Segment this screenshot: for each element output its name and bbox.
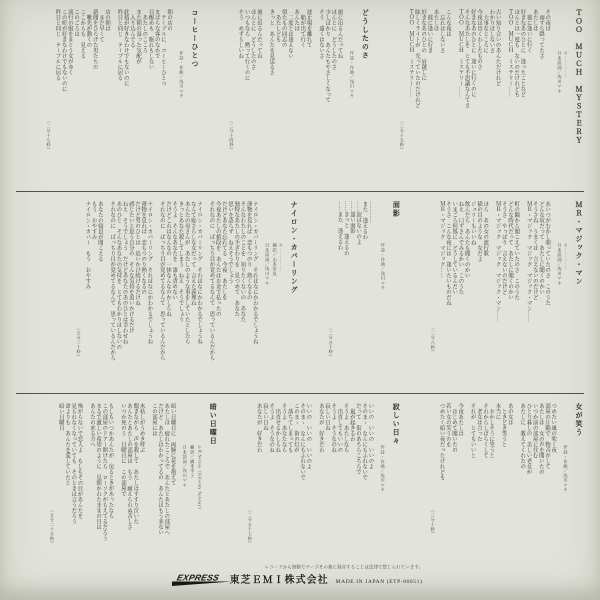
section-divider-2 [16,393,584,394]
lyric-line: 似たもの同志の [281,9,288,48]
lyric-line: 今夜あたしは [457,403,464,436]
song-credit: 作詩・作曲／浅川マキ [380,445,385,492]
song-block-nylon-coverling [75,201,298,385]
song-lyrics [58,403,176,573]
lyric-line: それなのに ばっちり目が覚めてるなんて 思っているんだから [159,201,166,361]
song-title: ＴＯＯ ＭＵＣＨ ＭＹＳＴＥＲＹ [574,9,582,145]
lyric-line: 老女は言った [476,403,483,442]
lyric-line: あなたが 好きだわ [256,403,263,453]
lyric-line: 部屋の片隅で 物音がして [544,403,551,469]
lyric-line: 感じたいと思う自分の そんな気持を追いかけるだけ [128,201,135,333]
lyric-line: 嵐が起きるわ [349,403,356,442]
lyric-line: この部屋のドアー開けたら ローソクがもえてるだろう [102,403,109,541]
song-credit-english: ©············ [563,51,568,79]
lyric-line: 新聞をひろげた男たちの [92,9,99,70]
song-block-kurai-nichiyoubi [48,403,217,573]
lyric-line: 目醒めも 眠れもしない [148,9,155,70]
lyric-line: この部屋には [151,403,158,436]
lyric-line: もう おやすみ [91,201,98,240]
lyric-line: それが とてもいいと [470,403,477,458]
lyric-line: ほら あの女の流行歌 [482,201,489,256]
footer [0,564,600,586]
lyric-line: ＴＯＯ ＭＵＣＨ ミステリー…… [458,9,465,97]
song-credit-english: ©············ [278,243,284,271]
lyric-line: 雨すら降ってたさ [538,9,545,59]
song-duration: （二分八秒） [430,326,435,355]
lyric-line: それなのに ばっちり目が覚めてるなんて 思っているんだから [209,201,216,361]
lyric-line: だけどあなた忘れてる 今夜 あたしを [221,201,228,300]
lyric-line: 今夜は出くわしたものさ [476,9,483,70]
lyric-line: 店の朝は [104,9,111,31]
lyric-line: ＭＲ・マジック マジック マジック・マン…… [526,201,533,322]
lyric-line: だって 街のあちらこちらで [355,403,362,475]
song-credit: 作詩・作曲／浅川マキ [178,51,184,98]
lyric-line: そうさ こんな夜には 逢いたいものだね [445,201,452,306]
song-credit: 翻訳／橋本幸子 [189,445,195,478]
lyric-line: あんたは [293,9,300,31]
lyric-line: あたしは 女の声を聞いたの [538,403,545,475]
song-block-doushitanosa [228,9,369,183]
lyric-line: 彼に逢いに行く [526,9,533,53]
lyric-line: いまごろ何処に どうしているんだい [451,201,458,295]
lyric-line: それなのに ばっちり目が覚めてるなんて 思っているんだから [109,201,116,361]
lyric-line: その夜は [545,9,551,31]
company-line [230,572,424,587]
lyric-line [312,403,318,573]
song-lyrics [256,403,374,573]
lyric-line: 入り込んでる [129,9,136,48]
song-credit: 日本語詞／浅川マキ [557,51,562,94]
lyric-line: 見られなくなっていても そのときは言うだろう [71,403,78,524]
song-duration: （五分二十五秒） [49,508,54,546]
lyric-line [153,201,159,385]
lyric-line: 猫の目のような 女だよ [476,201,483,262]
express-logo [177,573,219,583]
lyric-line: 思いを語らず ねえそうでしょう [227,201,234,284]
song-duration: （二分十四秒） [228,119,234,152]
lyric-line: 命よりも あんたを愛していたと [64,403,71,486]
lyric-line: ………… [368,201,375,223]
song-duration: （三分十五秒） [399,119,404,152]
song-block-sabishii-hibi [246,403,400,573]
lyric-line: 旅に出るんだってね [256,9,263,59]
lyric-line: ナイロン・カバーリング それはなにかわかるでしょうね [196,201,203,344]
lyric-line: ナイロン・カバー もう おやすみ [85,201,92,289]
song-credit: 作詩・作曲／浅川マキ [349,51,354,98]
lyric-line: わかりはしないさ [489,9,496,53]
lyric-line: 暗い日曜日 [58,403,65,431]
song-credit-2: 日本語詞／浅川マキ [182,445,187,488]
lyric-line: こんな夜は [445,9,452,37]
lyric-line: ナイロン・カバーリング それはなにかわかるでしょうね [147,201,154,344]
section-bottom [17,403,583,573]
lyric-line: そうよ そんなあなたを 誰も責めない [171,201,178,300]
lyric-line: 好きなあのひとの 肩越しに [420,9,427,81]
lyric-line: それからしばらくして [482,403,489,458]
lyric-line: いつか死のう 日曜日に この部屋で [120,403,127,497]
lyric-line: おかしそうに笑うと [488,403,495,458]
lyric-line: そうよ そうなのね [330,403,337,453]
song-duration: （五分二十秒） [75,326,81,359]
song-title: コーヒーひとつ [190,9,198,69]
lyric-line: このごろは [73,9,80,37]
lyric-line: 町の隅から聞こえていたのさ このうた [513,201,520,300]
lyric-line: 怖がらないで恋人よ もしもその目があんたを [77,403,84,519]
song-block-coffee-hitotsu [45,9,199,183]
lyric-line: あなたが 好きだわ [318,403,325,453]
lyric-line: 旅に出るんだってね [337,9,344,59]
lyric-line: テーブルに コーヒーひとつ [160,9,167,86]
lyric-line: 船が出て行く [300,9,307,48]
song-credit: 作詩・作曲／浅川マキ [563,445,568,492]
lyric-line: そうさ やっぱり 言えないのだけど [501,201,508,295]
lyric-line: まだ早くて [98,9,105,42]
lyric-line: 波止場を離れて [306,9,313,48]
lyric-line: 昨日と同じ テーブルに居る [117,9,124,81]
lyric-line: どんな時代だって あたしに聞くのかい [507,201,514,300]
lyric-line: いつか前の部屋に住む [532,403,539,458]
song-duration: （二分五十秒） [328,326,333,359]
section-divider-1 [16,191,584,192]
lyric-line: そうよ そうなのね [268,403,275,453]
song-lyrics [337,201,374,385]
made-in-japan: MADE IN JAPAN (ETP-80051) [335,578,423,585]
lyric-line: あんたの母さんが あたしのような事をしていたとしたら [184,201,191,344]
lyric-line: 少しばかり あんたもやさしくなって [324,9,331,103]
lyric-line: あたしは 疲れたこころで あんたとあたしの部屋へ [164,403,171,535]
lyric-line: そのまゝ なんにもふれないで [299,403,306,480]
lyric-line [514,403,520,573]
lyric-line: 大事なところに [482,9,489,53]
lyric-line: 彼に逢いに行き [427,9,434,53]
lyric-line: 独特なあたしの手ざわりを 見つめて あなた [234,201,241,317]
lyric-line: あなたの寝息が聞こえる [97,201,104,262]
lyric-line: そう 遠くはないさ [318,9,325,59]
song-block-omokage [327,201,400,385]
lyric-line: あいつがむかし唄っていたのさ このうた [545,201,551,306]
lyric-line: 古い知り合いのあんただけれど [495,9,502,86]
lyric-line: 本当に [495,403,502,420]
lyric-line: ときどき笑うと [501,403,508,447]
lyric-line: 木枯しがうめき呼ぶ [139,403,146,453]
song-block-onna-ga-warau [429,403,583,573]
lyric-line: あんたとあたしの部屋は もう 耐えられぬ苦しさ [126,403,133,530]
section-middle [17,201,583,385]
lyric-line: だけどこれはなんなの 一体なんなのかしらね [165,201,172,317]
lyric-line: そう めずらしいね [238,9,245,59]
song-title: 寂しい日々 [391,403,400,446]
lyric-line: だけど男のひとは 追いかけ続けるだけね [134,201,141,306]
song-title: 女が笑う [574,403,582,437]
lyric-line: ねえ 口ずさんでみるかい このうた [458,201,465,295]
lyric-line: いいの いいの いいのよ [306,403,313,469]
song-credit: 日本語詞／浅川マキ [557,243,562,286]
lyric-line: ＭＲ・マジック マジック…… [439,201,446,278]
lyric-line: 靴先が動くの [86,9,93,48]
lyric-line: ＭＲ・マジック マジック マジック・マン…… [495,201,502,322]
lyric-line: この町が好きなわけでもないのに [61,9,68,92]
lyric-line: 出直せるかしらね [275,403,282,453]
lyric-line: あたしに 教えてくれたの [519,403,526,469]
lyric-line: あたしのこころ [142,9,149,53]
lyric-line: ねえ そうでしょう だけどあなたのあのひとは幸わせね [122,201,129,344]
lyric-line: 飲んだら あんたも聞くのかい [464,201,471,278]
lyric-line: 眩しくライトが 光っていたのだけれど [414,9,421,108]
song-credit: 翻訳／山本安見 [272,243,277,276]
song-lyrics [439,403,557,573]
song-lyrics [408,9,551,183]
song-lyrics [85,201,259,385]
lyric-line [263,9,269,183]
lyric-line [104,201,110,385]
lyric-line: あたしは [532,9,539,31]
song-title: 面影 [391,201,400,218]
lyric-line: 若い女の笑うのを [445,403,452,447]
lyric-line: まばらな客のなかで [154,9,161,59]
lyric-line: もしもいつかあんたが 戻るときがあったなら [108,403,115,519]
lyric-line: 二度とは逢えない [287,9,294,59]
lyric-line: ほんとは一度も ないのだけれども [513,9,520,97]
lyric-line: また朝の湿った気配が [135,9,142,64]
song-title: どうしたのさ [360,9,369,60]
song-block-mr-magic-man [429,201,583,385]
song-lyrics [55,9,173,183]
lyric-line: きっと あんたを見送るさ [269,9,276,75]
lyric-line: そのまゝ なんにもふれないで [361,403,368,480]
lyric-line: 此処が好きなわけでもないのに [123,9,130,86]
copy-warning: レコードから無断でテープその他に録音することは法律で禁じられています。 [264,564,424,570]
lyric-line: 薄物を見れば 恋もつのり熱くなるの [140,201,147,295]
song-credit: 作詩・作曲／浅川マキ [380,243,385,290]
lyric-line: 流行の服をまとう女がゆく [67,9,74,75]
lyric-line: 寂しい日ね [262,403,269,431]
lyric-line: そんなあたしを とても不思議なんてさ [464,9,471,108]
lyric-line: ナイロン・カバーリング それはなにかわかるでしょうね [252,201,259,344]
song-title: 暗い日曜日 [208,403,217,446]
lyric-line: 昨日と同じ テーブルに居る [55,9,62,81]
song-credit-english: ©············ [563,243,568,271]
lyric-line: なんて恥さらしな女だって 言えた義理ね [190,201,197,306]
lyric-line: 暗い日曜日に 両腕に花を抱えて [170,403,177,486]
lyric-line: 今夜あたしの値段を あんたはお金で払ったの [215,201,222,317]
lyric-line: ジュリーもいいね [470,201,477,245]
lyric-line: ……遠い面影 [349,201,356,234]
lyric-line: 好きなあのひとに 逢ったことなど [520,9,527,97]
song-block-too-much-mystery [398,9,583,183]
song-duration: （二分十七秒） [46,119,51,152]
express-logo-swoosh-icon [172,582,232,587]
song-duration: （三分十秒） [430,508,435,537]
lyric-line: 好きなあのひとに 逢いに行くのに [470,9,477,97]
lyric-line: だけど あたしはわかってるの あんたはもう来ない [157,403,164,535]
lyric-line: ……きっと 逢えるわ [343,201,350,256]
song-lyrics [238,9,343,183]
lyric-line: まるで激しい希望のように 見開かれたままの目は [95,403,102,530]
lyric-line: つめたく暗い夜だったけれども [439,403,446,480]
lyric-line: あたしは [433,9,440,31]
lyric-line: あたしども [275,9,282,42]
song-credit-2: 日本語詞／浅川マキ [264,243,270,286]
lyric-line: このまゝ 街の灯が [293,403,300,453]
lyric-line: ここからも 見える [80,9,87,59]
lyric-line: あのひと そんなあなたの気持を とてもわかりはしないの [116,201,123,350]
lyric-line: ひとり暮しの 美しい老女が [526,403,533,475]
lyric-line: 落ちてしまっても [287,403,294,453]
lyric-line: いつもなら 黙って行くのに [244,9,251,81]
lyric-line: ＴＯＯ ＭＵＣＨ ミステリー…… [408,9,415,97]
lyric-line: また 逢えるわ [362,201,369,240]
song-title: ナイロン・カバーリング [289,201,298,295]
lyric-line: ほんとに どうしたのさ [331,9,338,70]
lyric-line: はじめて聞いたの [451,403,458,453]
song-lyrics [439,201,551,385]
lyric-line: ＴＯＯ ＭＵＣＨ ミステリー…… [507,9,514,97]
lyric-line: 出直してもいいの [337,403,344,453]
lyric-line: そんなわたしのことを 知りたくないの あなた [240,201,247,322]
song-title: ＭＲ・マジック・マン [574,201,582,286]
lyric-line: 聞きながら 声を殺して あたしはすすり泣いた [133,403,140,524]
lyric-line: ……また 逢えるわ [337,201,344,251]
section-top [17,9,583,183]
company-name: 東芝ＥＭＩ株式会社 [229,574,329,586]
lyric-line: あんたの来る方へ [89,403,96,447]
lyric-line: 朝の店の [166,9,173,31]
song-duration: （二分五十七秒） [247,508,252,546]
footer-text [230,564,424,586]
lyric-line: どんな奴だって あたしに聞くのかい [538,201,545,295]
lyric-line: いいの いいの いいのよ [368,403,375,469]
lyric-line: あの女は [507,403,514,425]
lyric-line: そうよ あなたなら [281,403,288,453]
song-credit-english: ©R.Seress（Gloomy Sunday） [197,445,202,512]
lyric-line: 薄物を見れば 恋もつのり 熱くなるの [246,201,253,300]
lyric-line: 寂しい日ね [324,403,331,431]
lyric-line: ほんとに どうしたのさ [250,9,257,70]
lyric-line: そうよ あたしなら [343,403,350,453]
express-logo-text: EXPRESS [175,573,220,583]
lyric-line: そうさね うまくは 言えないのだけど [532,201,539,300]
lyric-line: ……涙はないのよ [355,201,362,245]
lyric-line: 忘れはしないさ [439,9,446,53]
lyric-line: つめたい風の吹く夜 [551,403,557,453]
lyric-line: きっとあなた殺してしまう ねえ そうでしょう [178,201,185,322]
